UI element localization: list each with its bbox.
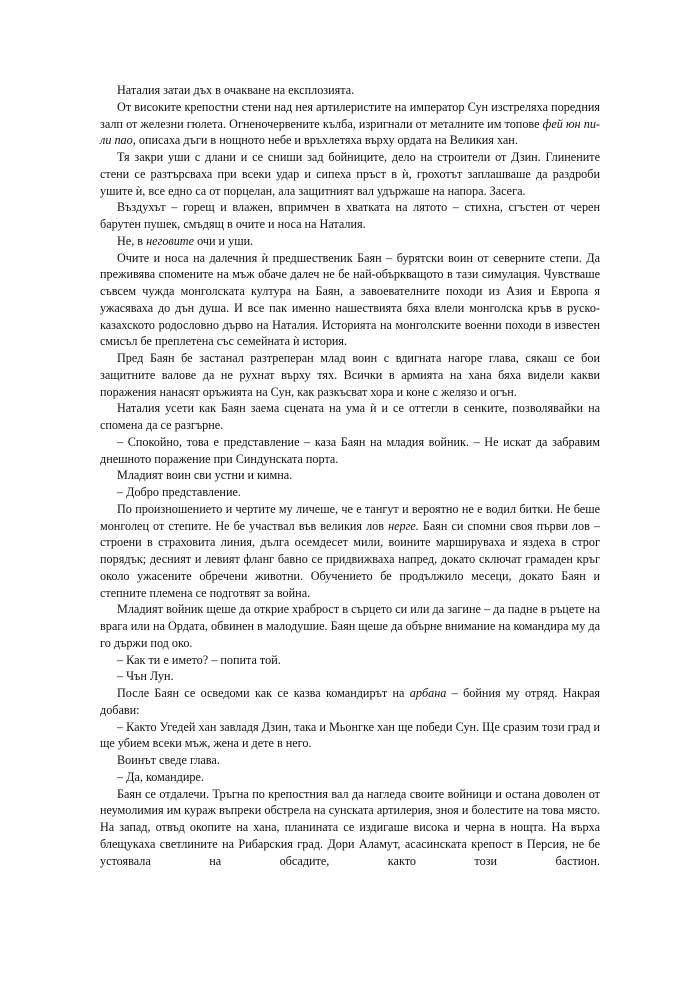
- text-run: очи и уши.: [194, 233, 254, 248]
- italic-text: неговите: [146, 233, 195, 248]
- paragraph: – Както Угедей хан завладя Дзин, така и Мьонгке хан ще победи Сун. Ще сразим този град и ще убием всеки мъж, жена и дете в него.: [100, 719, 600, 751]
- text-run: Баян си спомни своя първи лов – строени в страховита линия, дълга осемдесет мили, воините маршируваха и яздеха в строг порядък; десният и левият фланг бавно се придвижваха напред, докато сключат грамаден кръг около ужасените обречени животни. Обучението бе продължило месеци, докато Баян и степните племена се подготвят за война.: [100, 518, 600, 600]
- italic-text: фей юн пи-ли пао: [100, 116, 600, 148]
- paragraph: Тя закри уши с длани и се сниши зад бойниците, дело на строители от Дзин. Глинените стени се разтърсваха при всеки удар и сипеха пръст в ѝ, грохотът заплашваше да раздроби ушите ѝ, все едно са от порцелан, ала защитният вал удържаше на напора. Засега.: [100, 150, 600, 198]
- paragraph: Баян се отдалечи. Тръгна по крепостния вал да нагледа своите войници и остана доволен от неумолимия им кураж въпреки обстрела на сунската артилерия, зноя и болестите на това място. На запад, отвъд окопите на хана, планината се издигаше висока и черна в нощта. На върха блещукаха светлините на Рибарския град. Дори Аламут, асасинската крепост в Персия, не бе устоявала на обсадите, както този бастион.: [100, 786, 600, 868]
- paragraph: [100, 233, 600, 250]
- paragraph: [100, 685, 600, 719]
- italic-text: нерге.: [388, 518, 419, 533]
- text-run: – бойния му отряд. Накрая добави:: [100, 686, 600, 717]
- paragraph: – Как ти е името? – попита той.: [117, 652, 281, 667]
- text-run: , описаха дъги в нощното небе и връхлетяха върху ордата на Великия хан.: [132, 133, 518, 148]
- paragraph: [100, 99, 600, 149]
- text-run: По произношението и чертите му личеше, че е тангут и вероятно не е водил битки. Не беше монголец от степите. Не бе участвал във великия лов: [100, 501, 600, 533]
- paragraph: Пред Баян бе застанал разтреперан млад воин с вдигната нагоре глава, сякаш се бои защитните валове да не рухнат върху тях. Всички в армията на хана бяха видели какви поражения нанасят оръжията на Сун, как разкъсват хора и коне с желязо и огън.: [100, 351, 600, 399]
- paragraph: – Спокойно, това е представление – каза Баян на младия войник. – Не искат да забравим днешното поражение при Синдунската порта.: [100, 434, 600, 466]
- paragraph: – Чън Лун.: [117, 669, 174, 684]
- paragraph: Наталия затаи дъх в очакване на експлозията.: [117, 83, 355, 97]
- text-run: Не, в: [117, 233, 147, 248]
- paragraph: Очите и носа на далечния ѝ предшественик Баян – бурятски воин от северните степи. Да преживява спомените на мъж обаче далеч не бе най-объркващото в тази симулация. Чувстваше съвсем чужда монголската култура на Баян, а завоевателните походи из Азия и Европа я ужасяваха до дън душа. И все пак именно нашествията бяха влели монголска кръв в руско-казахското родословно дърво на Наталия. Историята на монголските военни походи в известен смисъл бе преплетена със семейната ѝ история.: [100, 250, 600, 349]
- text-run: От високите крепостни стени над нея артилеристите на император Сун изстреляха поредния залп от железни гюлета. Огненочервените кълба, изригнали от металните им топове: [100, 99, 600, 131]
- paragraph: – Добро представление.: [117, 485, 241, 499]
- paragraph: [100, 501, 600, 602]
- paragraph: Воинът сведе глава.: [117, 753, 220, 767]
- paragraph: – Да, командире.: [117, 769, 204, 784]
- italic-text: арбана: [409, 686, 447, 700]
- paragraph: Наталия усети как Баян заема сцената на ума ѝ и се оттегли в сенките, позволявайки на спомена да се разгърне.: [100, 401, 600, 432]
- document-page: [100, 82, 600, 869]
- text-run: После Баян се осведоми как се казва командирът на: [117, 686, 410, 700]
- paragraph: Младият воин сви устни и кимна.: [117, 468, 293, 483]
- paragraph: Младият войник щеше да открие храброст в сърцето си или да загине – да падне в ръцете на врага или на Ордата, обвинен в малодушие. Баян щеше да обърне внимание на командира му да го държи под око.: [100, 602, 600, 650]
- paragraph: Въздухът – горещ и влажен, впримчен в хватката на лятото – стихна, сгъстен от черен барутен пушек, смъдящ в очите и носа на Наталия.: [100, 200, 600, 231]
